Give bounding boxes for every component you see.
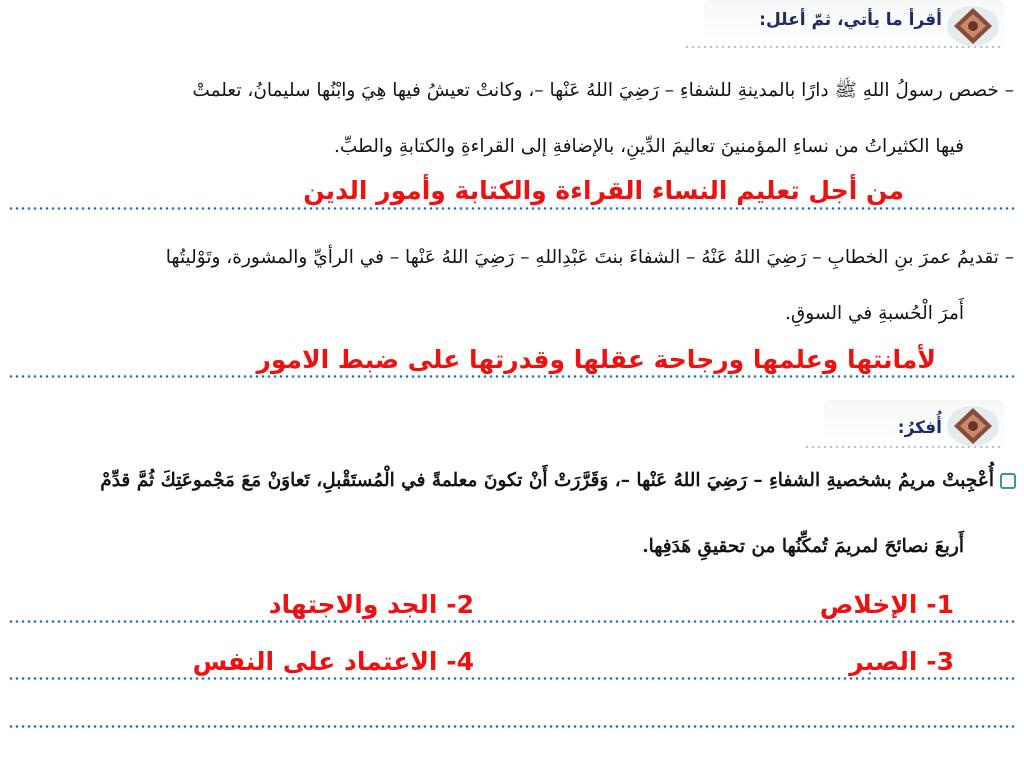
exercise-icon xyxy=(1000,473,1016,489)
question-2-line-2: أَمرَ الْحُسبةِ في السوقِ. xyxy=(785,303,964,324)
advice-row-2-dotted-line xyxy=(8,677,1016,680)
answer-1-dotted-line xyxy=(8,207,1016,210)
ornament-icon xyxy=(946,4,1000,48)
question-1-line-2: فيها الكثيراتُ من نساءِ المؤمنينَ تعاليمَ الدِّينِ، بالإضافةِ إلى القراءةِ والكتابةِ والطبِّ. xyxy=(334,136,964,157)
think-question-line-1: أُعْجِبتْ مريمُ بشخصيةِ الشفاءِ – رَضِيَ اللهُ عَنْها –، وَقَرَّرَتْ أَنْ تكونَ معلمةً في الْمُستَقْبلِ، تَعاوَنْ مَعَ مَجْموعَتِكَ ثُمَّ قدِّمْ xyxy=(100,470,994,491)
advice-2: 2- الجد والاجتهاد xyxy=(268,590,474,619)
answer-2: لأمانتها وعلمها ورجاحة عقلها وقدرتها على ضبط الامور xyxy=(256,345,936,374)
header-dots xyxy=(684,44,1004,50)
advice-row-3-dotted-line xyxy=(8,725,1016,728)
section-header-think xyxy=(824,400,1004,452)
advice-3: 3- الصبر xyxy=(849,647,954,676)
answer-1: من أجل تعليم النساء القراءة والكتابة وأمور الدين xyxy=(303,176,904,205)
section-header-label: أُفكرُ: xyxy=(897,418,942,438)
question-1-line-1: – خصص رسولُ اللهِ ﷺ دارًا بالمدينةِ للشفاءِ – رَضِيَ اللهُ عَنْها –، وكانتْ تعيشُ فيها هِيَ وابْنُها سليمانُ، تعلمتْ xyxy=(192,80,1014,101)
advice-1: 1- الإخلاص xyxy=(819,590,954,619)
ornament-icon xyxy=(946,404,1000,448)
advice-row-1-dotted-line xyxy=(8,620,1016,623)
section-header-label: أقرأ ما يأتي، ثمّ أعلل: xyxy=(759,10,942,30)
section-header-read xyxy=(704,0,1004,52)
header-dots xyxy=(804,444,1004,450)
advice-4: 4- الاعتماد على النفس xyxy=(192,647,474,676)
question-2-line-1: – تقديمُ عمرَ بنِ الخطابِ – رَضِيَ اللهُ عَنْهُ – الشفاءَ بنتَ عَبْدِاللهِ – رَضِيَ اللهُ عَنْها – في الرأيِّ والمشورة، وتَوْليتُها xyxy=(165,247,1014,268)
answer-2-dotted-line xyxy=(8,375,1016,378)
think-question-line-2: أَربعَ نصائحَ لمريمَ تُمكِّنُها من تحقيقِ هَدَفِها. xyxy=(642,536,964,557)
